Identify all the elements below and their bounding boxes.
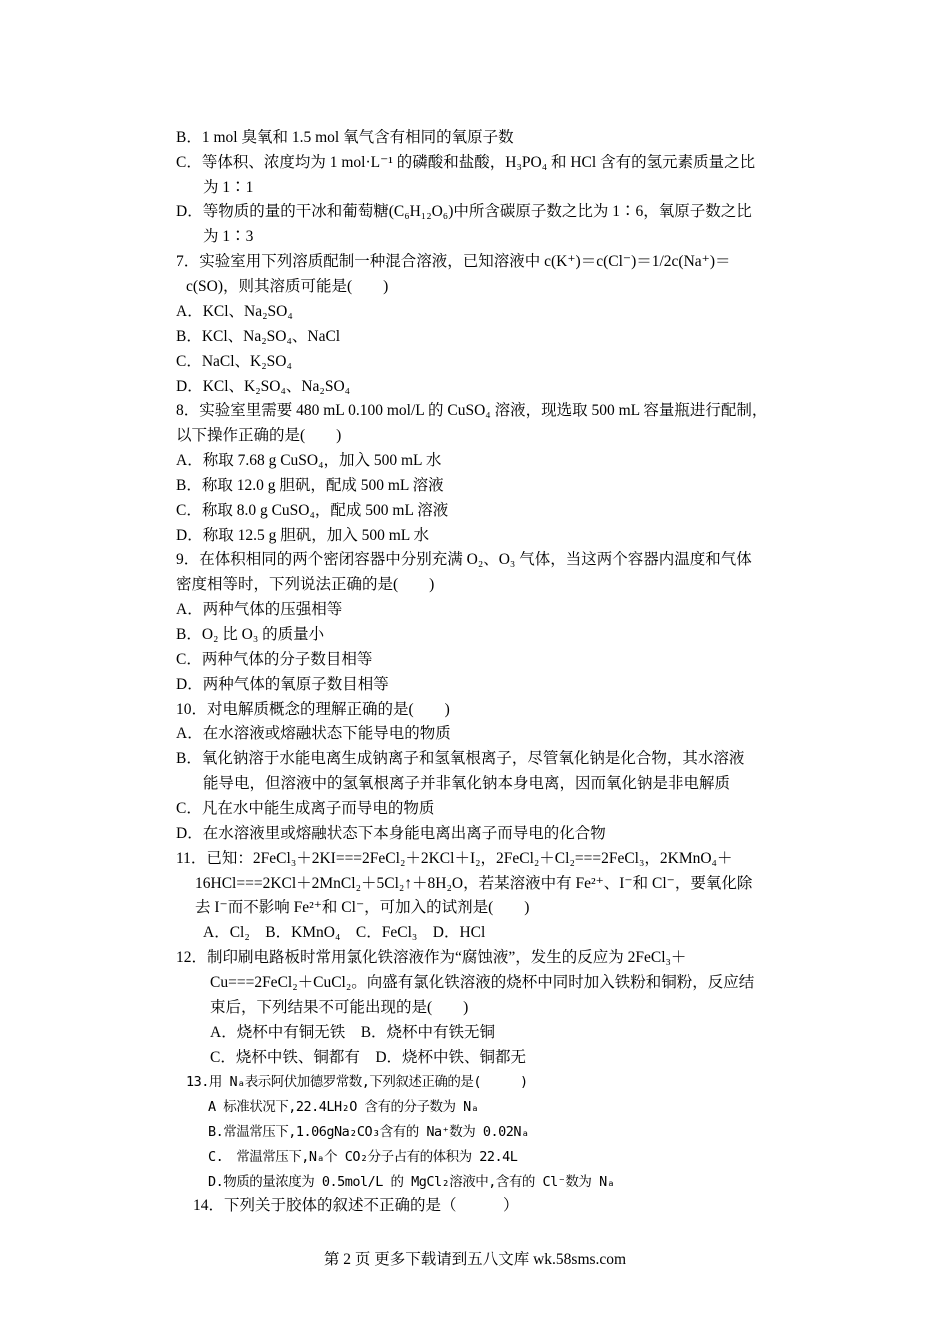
- text-line: C．两种气体的分子数目相等: [176, 651, 373, 668]
- text-line: D．等物质的量的干冰和葡萄糖(C₆H₁₂O₆)中所含碳原子数之比为 1∶6，氧原子数之比: [176, 203, 752, 220]
- text-line: 8．实验室里需要 480 mL 0.100 mol/L 的 CuSO₄ 溶液，现选取 500 mL 容量瓶进行配制，: [176, 402, 768, 419]
- text-line: A 标准状况下,22.4LH₂O 含有的分子数为 Nₐ: [208, 1099, 479, 1115]
- text-line: 束后，下列结果不可能出现的是( ): [210, 999, 469, 1016]
- text-line: A．在水溶液或熔融状态下能导电的物质: [176, 725, 451, 742]
- text-line: 为 1∶1: [203, 179, 254, 196]
- text-line: D．KCl、K₂SO₄、Na₂SO₄: [176, 378, 351, 395]
- text-line: B.常温常压下,1.06gNa₂CO₃含有的 Na⁺数为 0.02Nₐ: [208, 1124, 529, 1140]
- text-line: B．KCl、Na₂SO₄、NaCl: [176, 328, 341, 345]
- text-line: C．等体积、浓度均为 1 mol·L⁻¹ 的磷酸和盐酸，H₃PO₄ 和 HCl 含有的氢元素质量之比: [176, 154, 756, 171]
- text-line: 密度相等时，下列说法正确的是( ): [176, 576, 435, 593]
- text-line: A．称取 7.68 g CuSO₄，加入 500 mL 水: [176, 452, 442, 469]
- text-line: 12．制印刷电路板时常用氯化铁溶液作为“腐蚀液”，发生的反应为 2FeCl₃＋: [176, 949, 687, 966]
- text-line: C．称取 8.0 g CuSO₄，配成 500 mL 溶液: [176, 502, 449, 519]
- text-line: 为 1∶3: [203, 228, 254, 245]
- text-line: 以下操作正确的是( ): [176, 427, 342, 444]
- text-line: 去 I⁻而不影响 Fe²⁺和 Cl⁻，可加入的试剂是( ): [195, 899, 530, 916]
- text-line: D.物质的量浓度为 0.5mol/L 的 MgCl₂溶液中,含有的 Cl⁻数为 Nₐ: [208, 1174, 615, 1190]
- text-line: B．氧化钠溶于水能电离生成钠离子和氢氧根离子，尽管氧化钠是化合物，其水溶液: [176, 750, 745, 767]
- text-line: D．在水溶液里或熔融状态下本身能电离出离子而导电的化合物: [176, 825, 606, 842]
- text-line: 11．已知：2FeCl₃＋2KI===2FeCl₂＋2KCl＋I₂，2FeCl₂＋Cl₂===2FeCl₃，2KMnO₄＋: [176, 850, 733, 867]
- text-line: B．1 mol 臭氧和 1.5 mol 氧气含有相同的氧原子数: [176, 129, 514, 146]
- text-line: B．称取 12.0 g 胆矾，配成 500 mL 溶液: [176, 477, 444, 494]
- text-line: 14．下列关于胶体的叙述不正确的是（ ）: [193, 1197, 519, 1214]
- text-line: A．烧杯中有铜无铁 B．烧杯中有铁无铜: [210, 1024, 496, 1041]
- text-line: 7．实验室用下列溶质配制一种混合溶液，已知溶液中 c(K⁺)＝c(Cl⁻)＝1/2c(Na⁺)＝: [176, 253, 731, 270]
- text-line: D．两种气体的氧原子数目相等: [176, 676, 389, 693]
- text-line: C．凡在水中能生成离子而导电的物质: [176, 800, 435, 817]
- text-line: B．O₂ 比 O₃ 的质量小: [176, 626, 325, 643]
- text-line: 9．在体积相同的两个密闭容器中分别充满 O₂、O₃ 气体，当这两个容器内温度和气体: [176, 551, 752, 568]
- text-line: C．NaCl、K₂SO₄: [176, 353, 292, 370]
- text-line: C．烧杯中铁、铜都有 D．烧杯中铁、铜都无: [210, 1049, 527, 1066]
- text-line: c(SO)，则其溶质可能是( ): [186, 278, 389, 295]
- text-line: D．称取 12.5 g 胆矾，加入 500 mL 水: [176, 527, 430, 544]
- text-line: 13.用 Nₐ表示阿伏加德罗常数,下列叙述正确的是( ): [186, 1074, 528, 1090]
- text-line: 16HCl===2KCl＋2MnCl₂＋5Cl₂↑＋8H₂O，若某溶液中有 Fe²⁺、I⁻和 Cl⁻，要氧化除: [195, 875, 753, 892]
- text-line: 10．对电解质概念的理解正确的是( ): [176, 701, 450, 718]
- text-line: Cu===2FeCl₂＋CuCl₂。向盛有氯化铁溶液的烧杯中同时加入铁粉和铜粉，反应结: [210, 974, 755, 991]
- text-line: A．两种气体的压强相等: [176, 601, 343, 618]
- text-line: 能导电，但溶液中的氢氧根离子并非氧化钠本身电离，因而氧化钠是非电解质: [203, 775, 731, 792]
- text-line: A．Cl₂ B．KMnO₄ C．FeCl₃ D．HCl: [203, 924, 486, 941]
- text-line: A．KCl、Na₂SO₄: [176, 303, 293, 320]
- page-footer: 第 2 页 更多下载请到五八文库 wk.58sms.com: [323, 1251, 627, 1268]
- text-line: C. 常温常压下,Nₐ个 CO₂分子占有的体积为 22.4L: [208, 1149, 518, 1165]
